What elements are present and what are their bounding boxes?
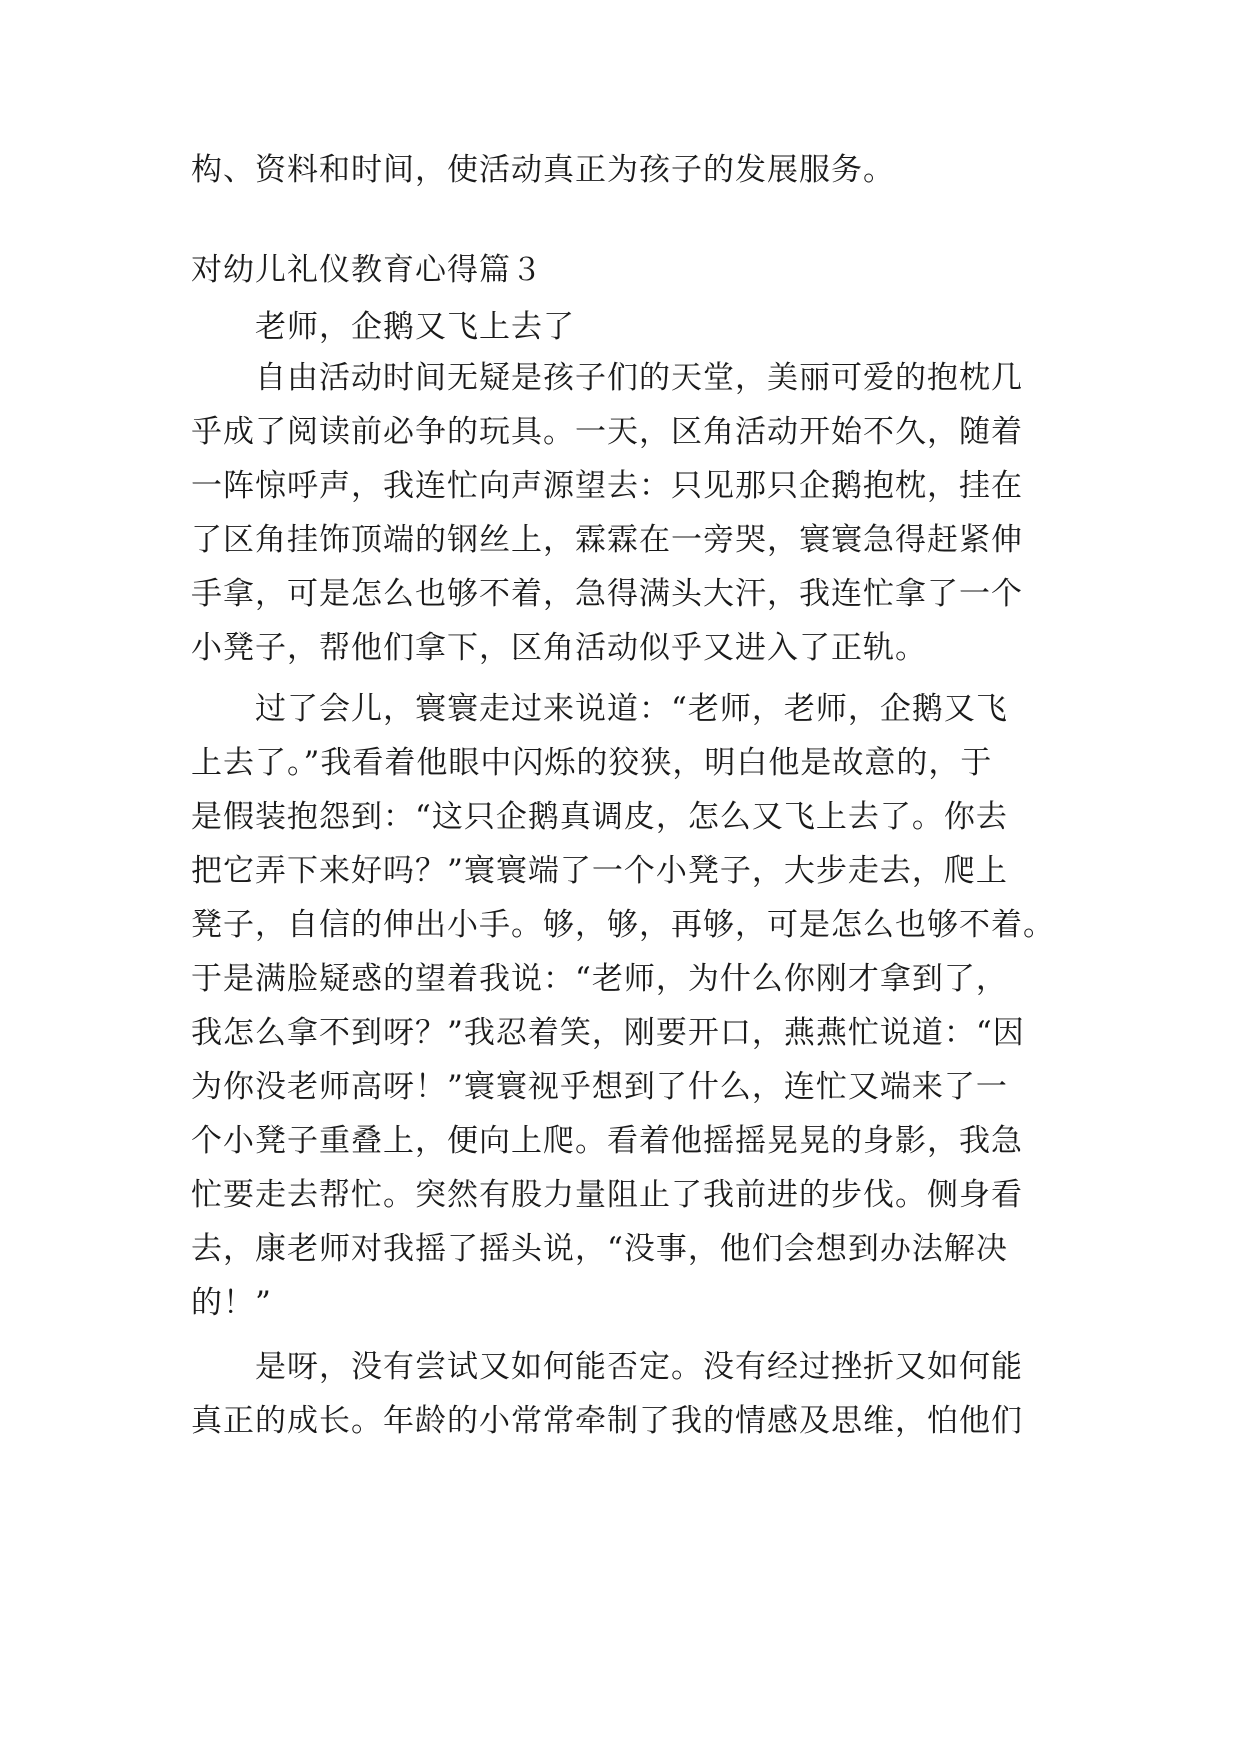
text-line: 凳子，自信的伸出小手。够，够，再够，可是怎么也够不着。 xyxy=(191,907,1055,943)
text-line: 手拿，可是怎么也够不着，急得满头大汗，我连忙拿了一个 xyxy=(191,576,1023,612)
text-line: 的！” xyxy=(191,1285,272,1321)
text-line: 把它弄下来好吗？”寰寰端了一个小凳子，大步走去，爬上 xyxy=(191,853,1008,889)
text-line: 自由活动时间无疑是孩子们的天堂，美丽可爱的抱枕几 xyxy=(255,360,1023,396)
text-line: 了区角挂饰顶端的钢丝上，霖霖在一旁哭，寰寰急得赶紧伸 xyxy=(191,522,1023,558)
text-line: 小凳子，帮他们拿下，区角活动似乎又进入了正轨。 xyxy=(191,630,927,666)
text-line: 是假装抱怨到：“这只企鹅真调皮，怎么又飞上去了。你去 xyxy=(191,799,1008,835)
text-line: 为你没老师高呀！”寰寰视乎想到了什么，连忙又端来了一 xyxy=(191,1069,1008,1105)
section-heading: 对幼儿礼仪教育心得篇３ xyxy=(191,252,543,288)
article-title: 老师，企鹅又飞上去了 xyxy=(255,309,575,345)
text-line: 于是满脸疑惑的望着我说：“老师，为什么你刚才拿到了， xyxy=(191,961,1008,997)
document-page xyxy=(191,0,1055,1754)
text-line: 乎成了阅读前必争的玩具。一天，区角活动开始不久，随着 xyxy=(191,414,1023,450)
text-line: 我怎么拿不到呀？”我忍着笑，刚要开口，燕燕忙说道：“因 xyxy=(191,1015,1025,1051)
text-line: 忙要走去帮忙。突然有股力量阻止了我前进的步伐。侧身看 xyxy=(191,1177,1023,1213)
text-line: 一阵惊呼声，我连忙向声源望去：只见那只企鹅抱枕，挂在 xyxy=(191,468,1023,504)
text-line: 构、资料和时间，使活动真正为孩子的发展服务。 xyxy=(191,152,895,188)
text-line: 真正的成长。年龄的小常常牵制了我的情感及思维，怕他们 xyxy=(191,1403,1023,1439)
text-line: 个小凳子重叠上，便向上爬。看着他摇摇晃晃的身影，我急 xyxy=(191,1123,1023,1159)
text-line: 过了会儿，寰寰走过来说道：“老师，老师，企鹅又飞 xyxy=(255,691,1008,727)
text-line: 是呀，没有尝试又如何能否定。没有经过挫折又如何能 xyxy=(255,1349,1023,1385)
text-line: 去，康老师对我摇了摇头说，“没事，他们会想到办法解决 xyxy=(191,1231,1008,1267)
text-line: 上去了。”我看着他眼中闪烁的狡狭，明白他是故意的，于 xyxy=(191,745,993,781)
